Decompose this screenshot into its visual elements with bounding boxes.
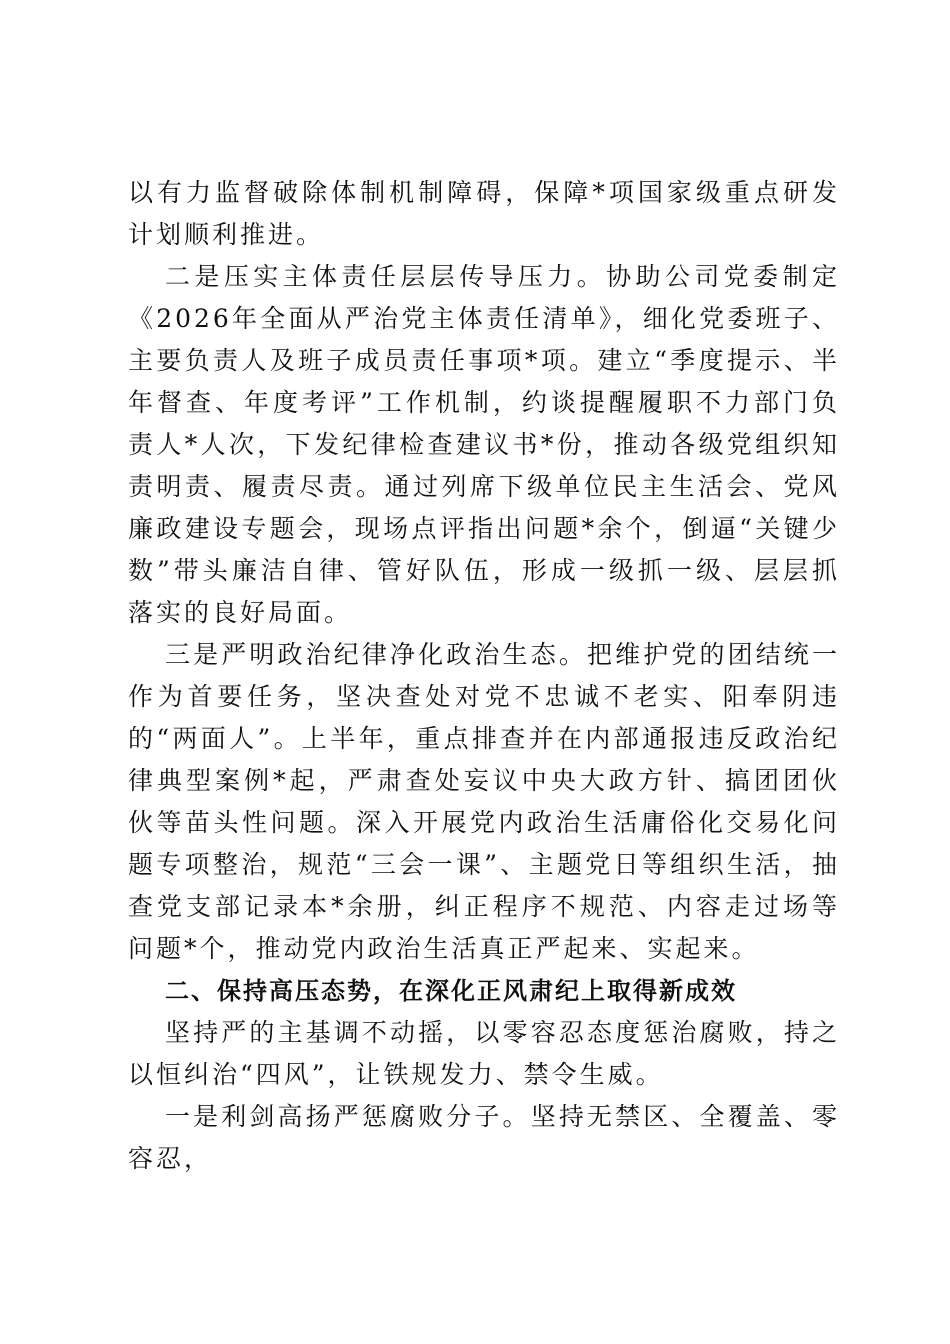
paragraph-political-discipline: 三是严明政治纪律净化政治生态。把维护党的团结统一作为首要任务，坚决查处对党不忠诚不老实、阳奉阴违的“两面人”。上半年，重点排查并在内部通报违反政治纪律典型案例*起，严肃查处妄议中央大政方针、搞团团伙伙等苗头性问题。深入开展党内政治生活庸俗化交易化问题专项整治，规范“三会一课”、主题党日等组织生活，抽查党支部记录本*余册，纠正程序不规范、内容走过场等问题*个，推动党内政治生活真正严起来、实起来。: [128, 640, 840, 963]
paragraph-continuation: 以有力监督破除体制机制障碍，保障*项国家级重点研发计划顺利推进。: [128, 178, 840, 249]
paragraph-anti-corruption: 一是利剑高扬严惩腐败分子。坚持无禁区、全覆盖、零容忍，: [128, 1102, 840, 1173]
section-heading: 二、保持高压态势，在深化正风肃纪上取得新成效: [165, 977, 737, 1005]
paragraph-responsibility: 二是压实主体责任层层传导压力。协助公司党委制定《2026年全面从严治党主体责任清单》，细化党委班子、主要负责人及班子成员责任事项*项。建立“季度提示、半年督查、年度考评”工作机制，约谈提醒履职不力部门负责人*人次，下发纪律检查建议书*份，推动各级党组织知责明责、履责尽责。通过列席下级单位民主生活会、党风廉政建设专题会，现场点评指出问题*余个，倒逼“关键少数”带头廉洁自律、管好队伍，形成一级抓一级、层层抓落实的良好局面。: [128, 262, 840, 627]
paragraph-section-intro: 坚持严的主基调不动摇，以零容忍态度惩治腐败，持之以恒纠治“四风”，让铁规发力、禁令生威。: [128, 1018, 840, 1089]
document-page: [128, 172, 840, 1180]
